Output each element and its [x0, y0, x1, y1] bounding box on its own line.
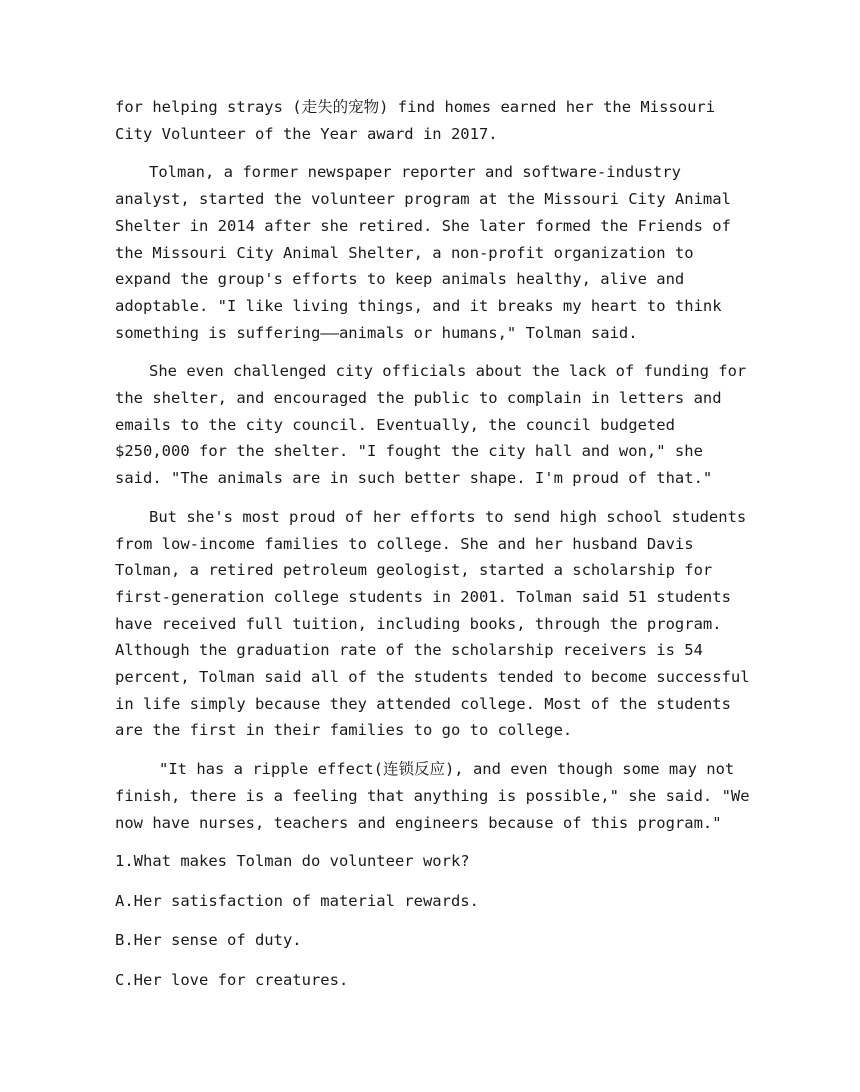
paragraph-3: She even challenged city officials about the lack of funding for the shelter, and encouraged the public to complain in letters and emails to the city council. Eventually, the council budgeted $250,000 for the shelter. "I fought the city hall and won," she said. "The animals are in such better shape. I'm proud of that." — [115, 362, 747, 488]
paragraph-4: But she's most proud of her efforts to send high school students from low-income families to college. She and her husband Davis Tolman, a retired petroleum geologist, started a scholarship for first-generation college students in 2001. Tolman said 51 students have received full tuition, including books, through the program. Although the graduation rate of the scholarship receivers is 54 percent, Tolman said all of the students tended to become successful in life simply because they attended college. Most of the students are the first in their families to go to college. — [115, 507, 750, 740]
paragraph-1: for helping strays (走失的宠物) find homes earned her the Missouri City Volunteer of the Year award in 2017. — [115, 98, 716, 143]
option-a: A.Her satisfaction of material rewards. — [115, 891, 479, 910]
question-block — [115, 848, 755, 1006]
question-stem: 1.What makes Tolman do volunteer work? — [115, 852, 470, 871]
paragraph-2: Tolman, a former newspaper reporter and software-industry analyst, started the volunteer program at the Missouri City Animal Shelter in 2014 after she retired. She later formed the Friends of the Missouri City Animal Shelter, a non-profit organization to expand the group's efforts to keep animals healthy, alive and adoptable. "I like living things, and it breaks my heart to think something is suffering——animals or humans," Tolman said. — [115, 163, 731, 342]
paragraph-5: "It has a ripple effect(连锁反应), and even though some may not finish, there is a feeling that anything is possible," she said. "We now have nurses, teachers and engineers because of this program." — [115, 760, 750, 832]
option-b: B.Her sense of duty. — [115, 931, 302, 950]
option-c: C.Her love for creatures. — [115, 970, 349, 989]
document-page — [115, 94, 755, 1006]
